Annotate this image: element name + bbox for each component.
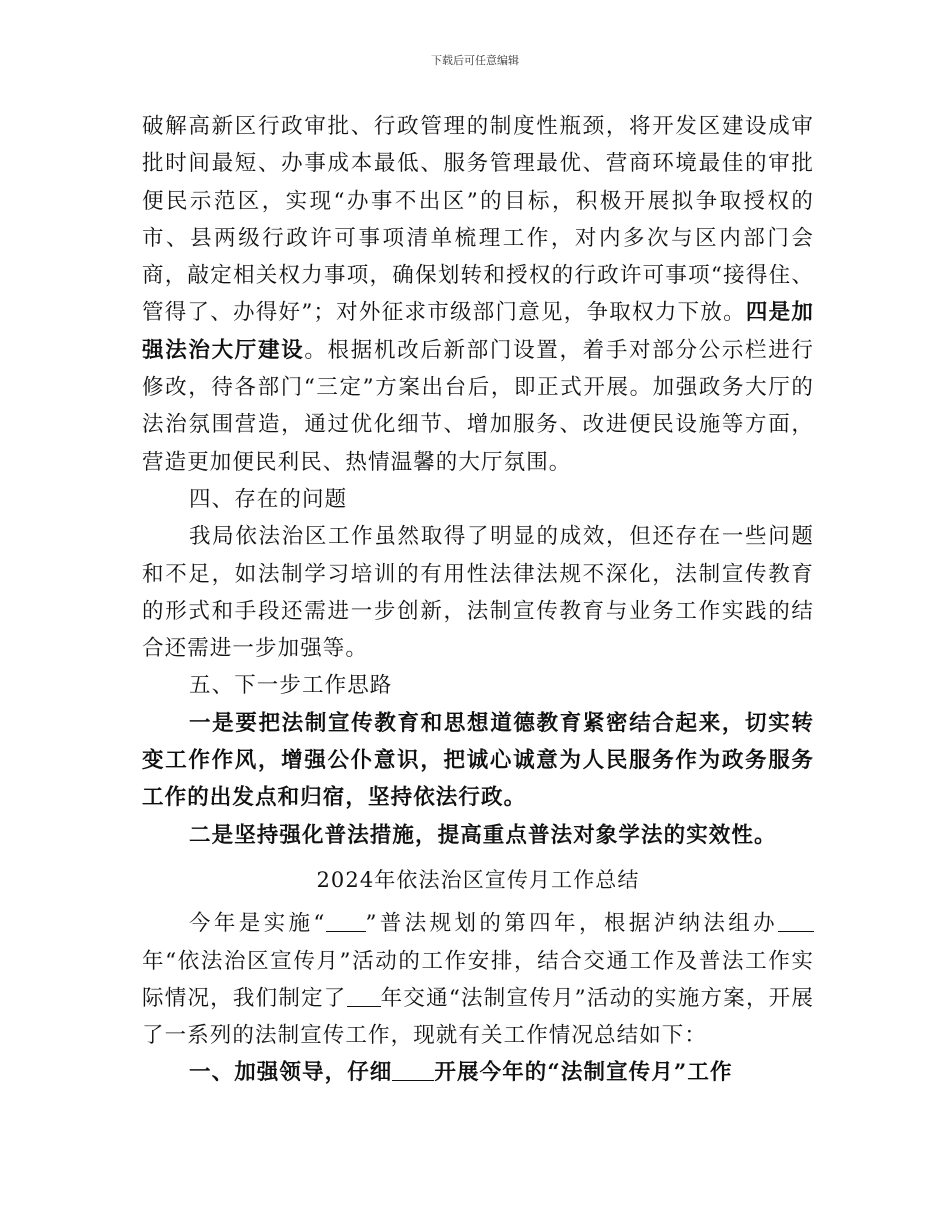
page-header: 下载后可任意编辑: [431, 54, 519, 67]
paragraph-5-text-a: 今年是实施“: [189, 911, 326, 937]
section-heading-5: 五、下一步工作思路: [189, 673, 393, 699]
paragraph-1-bold: 四是加强法治大厅建设: [142, 300, 814, 363]
paragraph-4: 二是坚持强化普法措施，提高重点普法对象学法的实效性。: [189, 822, 777, 848]
section-heading-1-text-a: 一、加强领导，仔细: [189, 1060, 393, 1086]
section-heading-4: 四、存在的问题: [189, 486, 348, 512]
paragraph-3: 一是要把法制宣传教育和思想道德教育紧密结合起来，切实转变工作作风，增强公仆意识，把诚心诚意为人民服务作为政务服务工作的出发点和归宿，坚持依法行政。: [142, 710, 814, 811]
document-body: [142, 108, 814, 1092]
paragraph-5-text-c: 年“依法治区宣传月”活动的工作安排，结合交通工作及普法工作实际情况，我们制定了: [142, 948, 814, 1011]
paragraph-1-text-b: 。根据机改后新部门设置，着手对部分公示栏进行修改，待各部门“三定”方案出台后，即正式开展。加强政务大厅的法治氛围营造，通过优化细节、增加服务、改进便民设施等方面，营造更加便民利民、热情温馨的大厅氛围。: [142, 337, 815, 475]
paragraph-5-text-d: 年交通“法制宣传月”活动的实施方案，开展了一系列的法制宣传工作，现就有关工作情况总结如下：: [142, 985, 814, 1049]
document-title: 2024年依法治区宣传月工作总结: [316, 867, 640, 892]
paragraph-1-text-a: 破解高新区行政审批、行政管理的制度性瓶颈，将开发区建设成审批时间最短、办事成本最低、服务管理最优、营商环境最佳的审批便民示范区，实现“办事不出区”的目标，积极开展拟争取授权的市、县两级行政许可事项清单梳理工作，对内多次与区内部门会商，敲定相关权力事项，确保划转和授权的行政许可事项“接得住、管得了、办得好”；对外征求市级部门意见，争取权力下放。: [142, 114, 814, 326]
paragraph-2: 我局依法治区工作虽然取得了明显的成效，但还存在一些问题和不足，如法制学习培训的有用性法律法规不深化，法制宣传教育的形式和手段还需进一步创新，法制宣传教育与业务工作实践的结合还需进一步加强等。: [142, 524, 814, 662]
section-heading-1-text-b: 开展今年的“法制宣传月”工作: [434, 1060, 733, 1086]
paragraph-5: [142, 905, 814, 1054]
section-heading-1: [142, 1054, 814, 1091]
paragraph-1: [142, 108, 814, 481]
blank-underline: [778, 910, 814, 933]
blank-underline: [326, 910, 366, 933]
blank-underline: [392, 1059, 434, 1082]
blank-underline: [347, 984, 381, 1007]
paragraph-5-text-b: ”普法规划的第四年，根据泸纳法组办: [365, 911, 779, 937]
